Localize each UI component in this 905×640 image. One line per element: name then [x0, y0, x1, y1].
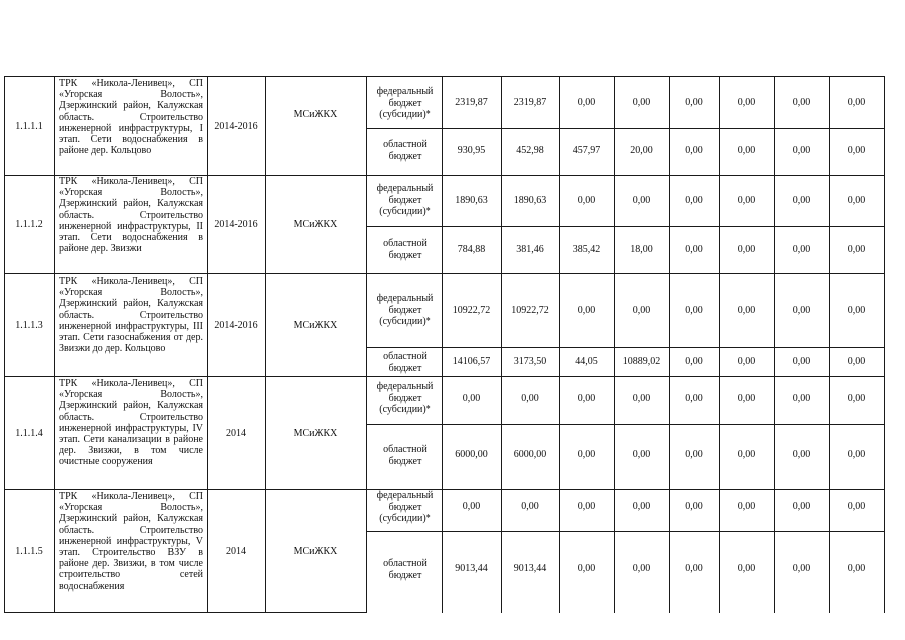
row-executor: МСиЖКХ [293, 320, 338, 331]
cell-value: 0,00 [847, 501, 866, 512]
row-years: 2014-2016 [214, 219, 258, 230]
row-executor: МСиЖКХ [293, 546, 338, 557]
cell-value: 20,00 [630, 145, 653, 156]
cell-value: 0,00 [632, 195, 651, 206]
col-divider-total [501, 76, 502, 613]
row-description: ТРК «Никола-Ленивец», СП «Угорская Волость», Дзержинский район, Калужская область. Строительство инженерной инфраструктуры, I этап. Сети водоснабжения в районе дер. Кольцово [59, 78, 203, 157]
funding-source: областной бюджет [383, 238, 427, 261]
col-divider-num [54, 76, 55, 613]
row-description: ТРК «Никола-Ленивец», СП «Угорская Волость», Дзержинский район, Калужская область. Строительство инженерной инфраструктуры, IV этап. Сети канализации в районе дер. Звизжи, в том числе очистные сооружения [59, 378, 203, 468]
subrow-separator [366, 128, 885, 129]
cell-value: 0,00 [685, 393, 703, 404]
funding-source: федеральный бюджет (субсидии)* [376, 293, 434, 327]
cell-value: 1890,63 [513, 195, 547, 206]
funding-source: областной бюджет [383, 444, 427, 467]
subrow-separator [366, 226, 885, 227]
cell-value: 0,00 [577, 195, 596, 206]
cell-value: 10889,02 [622, 356, 661, 367]
cell-value: 784,88 [457, 244, 486, 255]
cell-value: 2319,87 [455, 97, 488, 108]
cell-value: 0,00 [685, 244, 703, 255]
col-divider-desc [207, 76, 208, 613]
funding-source: федеральный бюджет (субсидии)* [376, 183, 434, 217]
row-number: 1.1.1.1 [15, 121, 43, 132]
cell-value: 0,00 [521, 393, 539, 404]
cell-value: 0,00 [847, 97, 866, 108]
table-border-top [4, 76, 885, 77]
cell-value: 930,95 [457, 145, 486, 156]
row-separator [4, 489, 885, 490]
cell-value: 0,00 [737, 356, 756, 367]
row-separator [4, 273, 885, 274]
cell-value: 0,00 [632, 305, 651, 316]
funding-source: федеральный бюджет (субсидии)* [376, 490, 434, 524]
cell-value: 14106,57 [452, 356, 491, 367]
cell-value: 0,00 [685, 449, 703, 460]
row-number: 1.1.1.5 [15, 546, 43, 557]
cell-value: 10922,72 [452, 305, 491, 316]
row-description: ТРК «Никола-Ленивец», СП «Угорская Волость», Дзержинский район, Калужская область. Строительство инженерной инфраструктуры, II этап. Сети водоснабжения в районе дер. Звизжи [59, 176, 203, 255]
row-executor: МСиЖКХ [293, 428, 338, 439]
cell-value: 0,00 [685, 563, 703, 574]
subrow-separator [366, 424, 885, 425]
funding-source: федеральный бюджет (субсидии)* [376, 381, 434, 415]
cell-value: 0,00 [847, 305, 866, 316]
cell-value: 0,00 [685, 145, 703, 156]
cell-value: 0,00 [847, 449, 866, 460]
row-description: ТРК «Никола-Ленивец», СП «Угорская Волость», Дзержинский район, Калужская область. Строительство инженерной инфраструктуры, V этап. Строительство ВЗУ в районе дер. Звизжи, в том числе строительство сетей водоснабжения [59, 491, 203, 592]
cell-value: 0,00 [462, 393, 481, 404]
cell-value: 0,00 [792, 244, 811, 255]
table-border-right [884, 76, 885, 613]
cell-value: 0,00 [737, 449, 756, 460]
cell-value: 0,00 [792, 501, 811, 512]
cell-value: 0,00 [792, 393, 811, 404]
cell-value: 0,00 [737, 97, 756, 108]
cell-value: 0,00 [737, 195, 756, 206]
cell-value: 0,00 [577, 305, 596, 316]
cell-value: 0,00 [685, 97, 703, 108]
row-years: 2014 [226, 428, 246, 439]
row-years: 2014 [226, 546, 246, 557]
cell-value: 0,00 [521, 501, 539, 512]
funding-source: областной бюджет [383, 139, 427, 162]
cell-value: 0,00 [632, 501, 651, 512]
col-divider-y5 [774, 76, 775, 613]
row-number: 1.1.1.4 [15, 428, 43, 439]
table-border-bottom-partial [4, 612, 367, 613]
row-number: 1.1.1.3 [15, 320, 43, 331]
cell-value: 381,46 [516, 244, 544, 255]
cell-value: 3173,50 [513, 356, 547, 367]
col-divider-source [442, 76, 443, 613]
cell-value: 0,00 [685, 305, 703, 316]
cell-value: 0,00 [847, 356, 866, 367]
col-divider-y2 [614, 76, 615, 613]
row-number: 1.1.1.2 [15, 219, 43, 230]
col-divider-y3 [669, 76, 670, 613]
cell-value: 0,00 [737, 563, 756, 574]
cell-value: 0,00 [847, 563, 866, 574]
cell-value: 0,00 [632, 97, 651, 108]
cell-value: 0,00 [792, 449, 811, 460]
funding-source: областной бюджет [383, 351, 427, 374]
cell-value: 0,00 [792, 305, 811, 316]
cell-value: 457,97 [572, 145, 601, 156]
cell-value: 452,98 [516, 145, 544, 156]
cell-value: 0,00 [577, 97, 596, 108]
table-border-left [4, 76, 5, 613]
row-executor: МСиЖКХ [293, 109, 338, 120]
cell-value: 18,00 [630, 244, 653, 255]
cell-value: 0,00 [462, 501, 481, 512]
cell-value: 0,00 [577, 393, 596, 404]
cell-value: 0,00 [685, 501, 703, 512]
cell-value: 0,00 [737, 244, 756, 255]
cell-value: 0,00 [792, 97, 811, 108]
col-divider-y6 [829, 76, 830, 613]
cell-value: 6000,00 [455, 449, 488, 460]
row-description: ТРК «Никола-Ленивец», СП «Угорская Волость», Дзержинский район, Калужская область. Строительство инженерной инфраструктуры, III этап. Сети газоснабжения от дер. Звизжи до дер. Кольцово [59, 276, 203, 355]
cell-value: 0,00 [685, 195, 703, 206]
cell-value: 0,00 [685, 356, 703, 367]
col-divider-exec [366, 76, 367, 613]
cell-value: 0,00 [792, 563, 811, 574]
cell-value: 44,05 [575, 356, 598, 367]
col-divider-years [265, 76, 266, 613]
col-divider-y1 [559, 76, 560, 613]
row-separator [4, 376, 885, 377]
cell-value: 0,00 [847, 195, 866, 206]
cell-value: 0,00 [792, 195, 811, 206]
cell-value: 0,00 [847, 244, 866, 255]
cell-value: 0,00 [847, 145, 866, 156]
cell-value: 9013,44 [513, 563, 547, 574]
cell-value: 0,00 [577, 501, 596, 512]
subrow-separator [366, 347, 885, 348]
row-years: 2014-2016 [214, 121, 258, 132]
cell-value: 385,42 [572, 244, 601, 255]
cell-value: 1890,63 [455, 195, 488, 206]
cell-value: 6000,00 [513, 449, 547, 460]
cell-value: 9013,44 [455, 563, 488, 574]
col-divider-y4 [719, 76, 720, 613]
row-years: 2014-2016 [214, 320, 258, 331]
cell-value: 0,00 [632, 563, 651, 574]
cell-value: 10922,72 [511, 305, 549, 316]
cell-value: 0,00 [737, 145, 756, 156]
cell-value: 0,00 [737, 305, 756, 316]
cell-value: 0,00 [847, 393, 866, 404]
cell-value: 0,00 [792, 356, 811, 367]
cell-value: 0,00 [632, 393, 651, 404]
cell-value: 0,00 [577, 449, 596, 460]
subrow-separator [366, 531, 885, 532]
funding-source: федеральный бюджет (субсидии)* [376, 86, 434, 120]
funding-source: областной бюджет [383, 558, 427, 581]
cell-value: 0,00 [577, 563, 596, 574]
cell-value: 0,00 [792, 145, 811, 156]
row-executor: МСиЖКХ [293, 219, 338, 230]
cell-value: 0,00 [632, 449, 651, 460]
cell-value: 0,00 [737, 501, 756, 512]
cell-value: 2319,87 [513, 97, 547, 108]
cell-value: 0,00 [737, 393, 756, 404]
